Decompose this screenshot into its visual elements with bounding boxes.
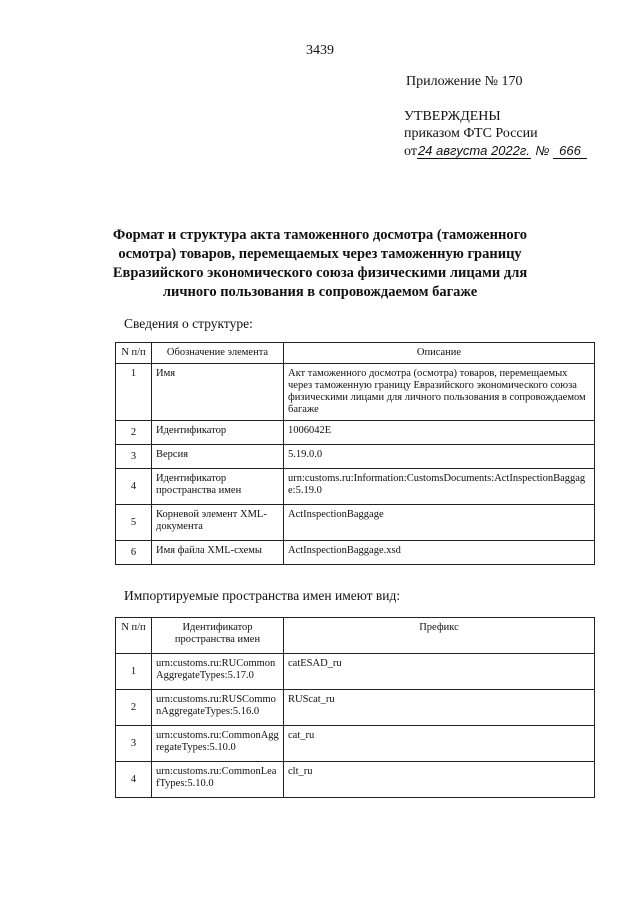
order-date: 24 августа 2022г.: [417, 143, 530, 158]
row-number: 1: [116, 654, 152, 690]
namespace-id: urn:customs.ru:RUCommonAggregateTypes:5.17.0: [152, 654, 284, 690]
element-description: 5.19.0.0: [284, 445, 595, 469]
row-number: 2: [116, 421, 152, 445]
date-prefix: от: [404, 144, 417, 159]
row-number: 3: [116, 445, 152, 469]
namespace-id: urn:customs.ru:RUSCommonAggregateTypes:5.16.0: [152, 690, 284, 726]
table-header-row: [116, 618, 595, 654]
column-header: Описание: [284, 343, 595, 364]
table-row: [116, 541, 595, 565]
row-number: 4: [116, 469, 152, 505]
page-number: 3439: [306, 43, 334, 58]
approval-block: [404, 108, 588, 160]
element-name: Идентификатор: [152, 421, 284, 445]
row-number: 5: [116, 505, 152, 541]
table-row: [116, 469, 595, 505]
namespace-prefix: cat_ru: [284, 726, 595, 762]
element-name: Имя файла XML-схемы: [152, 541, 284, 565]
element-description: ActInspectionBaggage.xsd: [284, 541, 595, 565]
table-row: [116, 445, 595, 469]
table-row: [116, 762, 595, 798]
row-number: 3: [116, 726, 152, 762]
approved-heading: УТВЕРЖДЕНЫ: [404, 109, 501, 124]
element-description: 1006042E: [284, 421, 595, 445]
element-name: Имя: [152, 364, 284, 421]
namespace-id: urn:customs.ru:CommonAggregateTypes:5.10.0: [152, 726, 284, 762]
table-row: [116, 421, 595, 445]
element-description: Акт таможенного досмотра (осмотра) товаров, перемещаемых через таможенную границу Евразийского экономического союза физическими лицами для личного пользования в сопровождаемом багаже: [284, 364, 595, 421]
element-name: Версия: [152, 445, 284, 469]
order-number: [534, 143, 587, 158]
element-name: Идентификатор пространства имен: [152, 469, 284, 505]
row-number: 4: [116, 762, 152, 798]
table-row: [116, 654, 595, 690]
structure-heading: Сведения о структуре:: [124, 316, 253, 331]
table-row: [116, 726, 595, 762]
element-description: ActInspectionBaggage: [284, 505, 595, 541]
namespaces-table: [115, 617, 595, 798]
column-header: Обозначение элемента: [152, 343, 284, 364]
row-number: 6: [116, 541, 152, 565]
number-sign: №: [535, 143, 550, 158]
order-line: приказом ФТС России: [404, 126, 538, 141]
table-row: [116, 690, 595, 726]
appendix-label: Приложение № 170: [406, 74, 523, 89]
row-number: 2: [116, 690, 152, 726]
namespace-prefix: clt_ru: [284, 762, 595, 798]
namespace-id: urn:customs.ru:CommonLeafTypes:5.10.0: [152, 762, 284, 798]
date-line: [404, 142, 588, 160]
namespace-prefix: RUScat_ru: [284, 690, 595, 726]
table-row: [116, 364, 595, 421]
table-header-row: [116, 343, 595, 364]
element-description: urn:customs.ru:Information:CustomsDocuments:ActInspectionBaggage:5.19.0: [284, 469, 595, 505]
structure-table: [115, 342, 595, 565]
document-title: Формат и структура акта таможенного досмотра (таможенного осмотра) товаров, перемещаемых через таможенную границу Евразийского экономического союза физическими лицами для личного пользования в сопровождаемом багаже: [112, 227, 528, 300]
column-header: N п/п: [116, 343, 152, 364]
namespaces-heading: Импортируемые пространства имен имеют вид:: [124, 588, 401, 603]
element-name: Корневой элемент XML-документа: [152, 505, 284, 541]
column-header: Префикс: [284, 618, 595, 654]
column-header: N п/п: [116, 618, 152, 654]
namespace-prefix: catESAD_ru: [284, 654, 595, 690]
number-value: 666: [553, 143, 587, 159]
table-row: [116, 505, 595, 541]
row-number: 1: [116, 364, 152, 421]
column-header: Идентификатор пространства имен: [152, 618, 284, 654]
